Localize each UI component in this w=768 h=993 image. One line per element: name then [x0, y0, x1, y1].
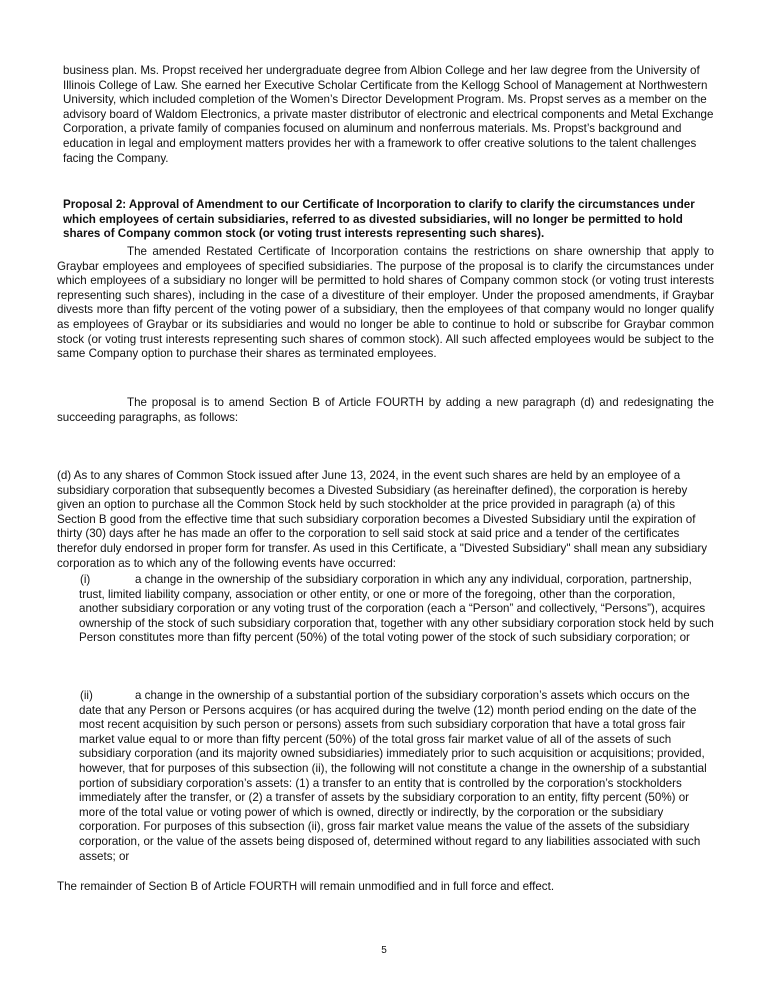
- amendment-paragraph-d: (d) As to any shares of Common Stock issued after June 13, 2024, in the event such shares are held by an employee of a subsidiary corporation that subsequently becomes a Divested Subsidiary (as hereinafter defined), the corporation is hereby given an option to purchase all the Common Stock held by such stockholder at the price provided in paragraph (a) of this Section B good from the effective time that such subsidiary corporation becomes a Divested Subsidiary until the expiration of thirty (30) days after he has made an offer to the corporation to sell said stock at said price and a tender of the certificates therefor duly endorsed in proper form for transfer. As used in this Certificate, a "Divested Subsidiary" shall mean any subsidiary corporation as to which any of the following events have occurred:: [57, 469, 708, 570]
- sub-item-number: (i): [80, 573, 91, 586]
- proposal-heading: Proposal 2: Approval of Amendment to our Certificate of Incorporation to clarify to clarify the circumstances under which employees of certain subsidiaries, referred to as divested subsidiaries, will no longer be permitted to hold shares of Company common stock (or voting trust interests representing such shares).: [63, 198, 695, 241]
- proposal-amend-paragraph: The proposal is to amend Section B of Article FOURTH by adding a new paragraph (d) and redesignating the succeeding paragraphs, as follows:: [57, 396, 714, 424]
- sub-item-ii: [79, 689, 715, 864]
- sub-item-text: a change in the ownership of a substantial portion of the subsidiary corporation’s assets which occurs on the date that any Person or Persons acquires (or has acquired during the twelve (12) month period ending on the date of the most recent acquisition by such person or persons) assets from such subsidiary corporation that have a total gross fair market value equal to or more than fifty percent (50%) of the total gross fair market value of all of the assets of such subsidiary corporation (and its majority owned subsidiaries) immediately prior to such acquisition or acquisitions; provided, however, that for purposes of this subsection (ii), the following will not constitute a change in the ownership of a substantial portion of subsidiary corporation’s assets: (1) a transfer to an entity that is controlled by the corporation’s stockholders immediately after the transfer, or (2) a transfer of assets by the subsidiary corporation to an entity, fifty percent (50%) or more of the total value or voting power of which is owned, directly or indirectly, by the corporation or the subsidiary corporation. For purposes of this subsection (ii), gross fair market value means the value of the assets of the subsidiary corporation, or the value of the assets being disposed of, determined without regard to any liabilities associated with such assets; or: [79, 689, 707, 863]
- page-number: 5: [381, 945, 387, 956]
- sub-item-i: [79, 573, 715, 646]
- director-bio-paragraph: business plan. Ms. Propst received her undergraduate degree from Albion College and her law degree from the University of Illinois College of Law. She earned her Executive Scholar Certificate from the Kellogg School of Management at Northwestern University, which included completion of the Women’s Director Development Program. Ms. Propst serves as a member on the advisory board of Waldom Electronics, a private master distributor of electronic and electrical components and Metal Exchange Corporation, a private family of companies focused on aluminum and nonferrous materials. Ms. Propst’s background and education in legal and employment matters provides her with a framework to offer creative solutions to the talent challenges facing the Company.: [63, 64, 714, 165]
- sub-item-text: a change in the ownership of the subsidiary corporation in which any any individual, corporation, partnership, trust, limited liability company, association or other entity, or one or more of the foregoing, other than the corporation, another subsidiary corporation or any voting trust of the corporation (each a “Person” and collectively, “Persons”), acquires ownership of the stock of such subsidiary corporation that, together with any other subsidiary corporation stock held by such Person constitutes more than fifty percent (50%) of the total voting power of the stock of such subsidiary corporation; or: [79, 573, 714, 645]
- proposal-purpose-paragraph: The amended Restated Certificate of Incorporation contains the restrictions on share ownership that apply to Graybar employees and employees of specified subsidiaries. The purpose of the proposal is to clarify the circumstances under which employees of a subsidiary no longer will be permitted to hold shares of Company common stock (or voting trust interests representing such shares), including in the case of a divestiture of their employer. Under the proposed amendments, if Graybar divests more than fifty percent of the voting power of a subsidiary, then the employees of that company would no longer qualify as employees of Graybar or its subsidiaries and would no longer be able to continue to hold or subscribe for Graybar common stock (or voting trust interests representing such shares of common stock). All such affected employees would be subject to the same Company option to purchase their shares as terminated employees.: [57, 245, 714, 361]
- closing-paragraph: The remainder of Section B of Article FOURTH will remain unmodified and in full force and effect.: [57, 880, 555, 893]
- sub-item-number: (ii): [80, 689, 93, 702]
